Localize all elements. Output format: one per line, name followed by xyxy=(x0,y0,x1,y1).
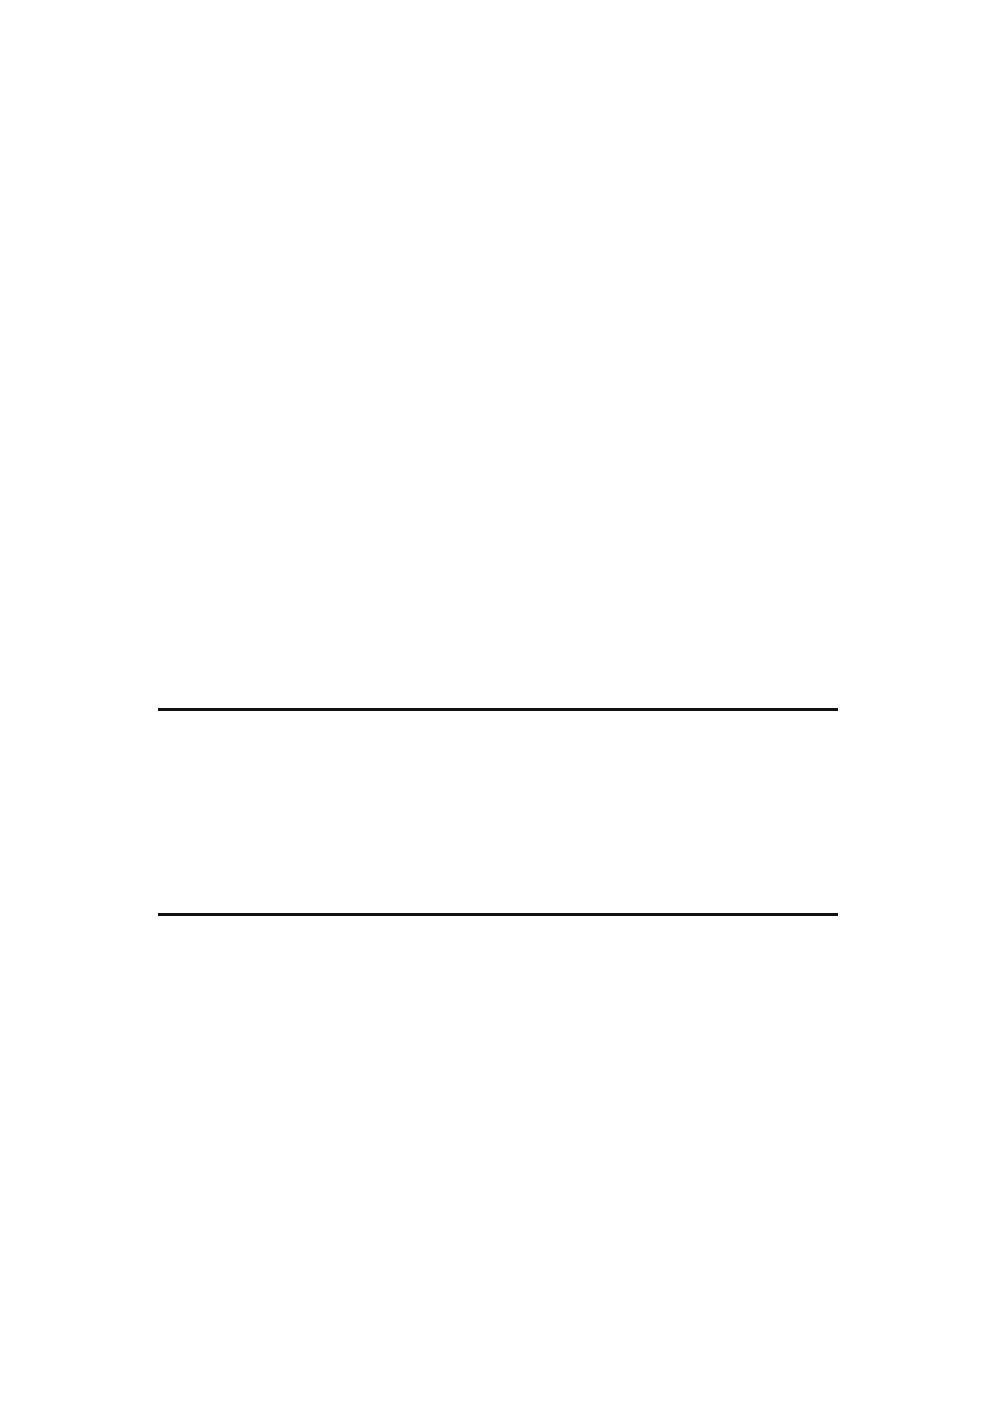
menurun-divider xyxy=(158,913,838,916)
mendatar-divider xyxy=(158,708,838,711)
crossword-grid xyxy=(0,0,1000,670)
